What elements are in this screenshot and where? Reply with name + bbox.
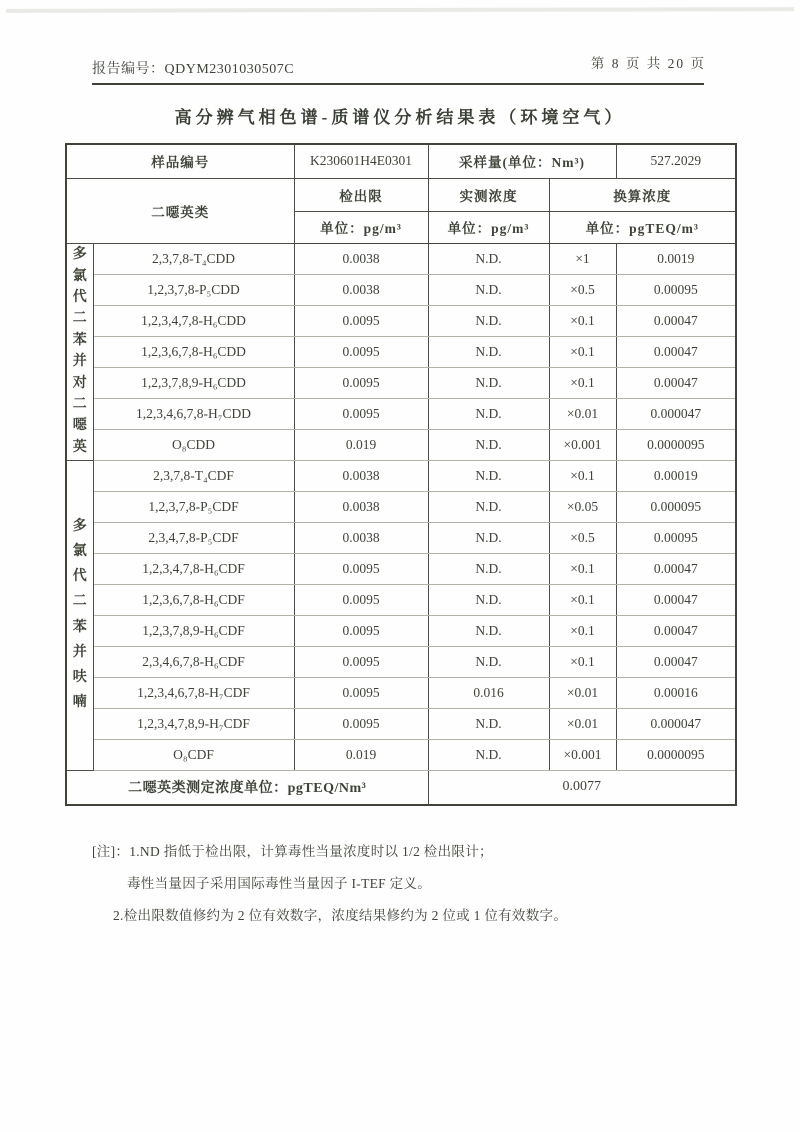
table-row	[66, 243, 736, 274]
footnote-line: 2.检出限数值修约为 2 位有效数字，浓度结果修约为 2 位或 1 位有效数字。	[113, 908, 568, 923]
cell-converted-concentration: 0.00047	[616, 367, 736, 398]
table-row	[66, 584, 736, 615]
analyte-header-cell: 二噁英类	[66, 178, 294, 243]
table-row	[66, 522, 736, 553]
cell-converted-concentration: 0.00047	[616, 584, 736, 615]
report-header	[92, 52, 706, 78]
cell-converted-concentration: 0.0019	[616, 243, 736, 274]
cell-measured-concentration: N.D.	[428, 460, 549, 491]
table-row	[66, 398, 736, 429]
cell-detection-limit: 0.0095	[294, 615, 428, 646]
column-header-row	[66, 178, 736, 211]
cell-measured-concentration: N.D.	[428, 522, 549, 553]
converted-unit-cell: 单位：pgTEQ/m³	[549, 211, 736, 243]
cell-tef-factor: ×0.01	[549, 708, 616, 739]
cell-measured-concentration: N.D.	[428, 336, 549, 367]
cell-converted-concentration: 0.00095	[616, 522, 736, 553]
footnotes	[92, 836, 712, 932]
cell-measured-concentration: N.D.	[428, 305, 549, 336]
group-label: 多 氯 代 二 苯 并 对 二 噁 英	[66, 243, 93, 460]
cell-congener-name: 2,3,4,6,7,8-H₆CDF	[93, 646, 294, 677]
report-number-label: 报告编号：	[92, 62, 165, 77]
cell-detection-limit: 0.019	[294, 429, 428, 460]
cell-measured-concentration: 0.016	[428, 677, 549, 708]
cell-detection-limit: 0.019	[294, 739, 428, 770]
table-row	[66, 677, 736, 708]
cell-converted-concentration: 0.00019	[616, 460, 736, 491]
cell-detection-limit: 0.0095	[294, 367, 428, 398]
cell-detection-limit: 0.0095	[294, 708, 428, 739]
table-row	[66, 460, 736, 491]
cell-converted-concentration: 0.0000095	[616, 739, 736, 770]
cell-congener-name: 1,2,3,6,7,8-H₆CDF	[93, 584, 294, 615]
summary-label-cell: 二噁英类测定浓度单位：pgTEQ/Nm³	[66, 770, 428, 805]
sample-info-row	[66, 144, 736, 178]
cell-detection-limit: 0.0095	[294, 584, 428, 615]
cell-converted-concentration: 0.00095	[616, 274, 736, 305]
footnote-line: [注]：1.ND 指低于检出限，计算毒性当量浓度时以 1/2 检出限计；	[92, 844, 493, 859]
group-label: 多 氯 代 二 苯 并 呋 喃	[66, 460, 93, 770]
cell-measured-concentration: N.D.	[428, 398, 549, 429]
cell-detection-limit: 0.0095	[294, 305, 428, 336]
cell-tef-factor: ×0.01	[549, 398, 616, 429]
cell-detection-limit: 0.0038	[294, 491, 428, 522]
cell-detection-limit: 0.0095	[294, 553, 428, 584]
cell-congener-name: 1,2,3,4,7,8-H₆CDD	[93, 305, 294, 336]
cell-detection-limit: 0.0095	[294, 336, 428, 367]
cell-congener-name: 1,2,3,6,7,8-H₆CDD	[93, 336, 294, 367]
cell-tef-factor: ×0.1	[549, 584, 616, 615]
footnote-line: 毒性当量因子采用国际毒性当量因子 I-TEF 定义。	[127, 876, 432, 891]
cell-converted-concentration: 0.00047	[616, 553, 736, 584]
table-row	[66, 274, 736, 305]
table-row	[66, 553, 736, 584]
sample-volume-value-cell: 527.2029	[616, 144, 736, 178]
header-divider	[92, 83, 704, 85]
cell-detection-limit: 0.0038	[294, 522, 428, 553]
cell-detection-limit: 0.0095	[294, 677, 428, 708]
cell-tef-factor: ×0.01	[549, 677, 616, 708]
cell-tef-factor: ×0.05	[549, 491, 616, 522]
cell-measured-concentration: N.D.	[428, 584, 549, 615]
table-row	[66, 429, 736, 460]
table-row	[66, 646, 736, 677]
cell-measured-concentration: N.D.	[428, 274, 549, 305]
cell-detection-limit: 0.0095	[294, 398, 428, 429]
cell-congener-name: 1,2,3,7,8-P₅CDF	[93, 491, 294, 522]
cell-measured-concentration: N.D.	[428, 429, 549, 460]
scan-artifact	[6, 7, 794, 13]
cell-congener-name: 1,2,3,7,8,9-H₆CDD	[93, 367, 294, 398]
cell-measured-concentration: N.D.	[428, 739, 549, 770]
summary-value-cell: 0.0077	[428, 770, 736, 805]
cell-congener-name: 1,2,3,4,7,8,9-H₇CDF	[93, 708, 294, 739]
cell-tef-factor: ×0.001	[549, 739, 616, 770]
sample-id-value-cell: K230601H4E0301	[294, 144, 428, 178]
cell-detection-limit: 0.0038	[294, 274, 428, 305]
table-row	[66, 491, 736, 522]
page-number-info: 第 8 页 共 20 页	[590, 56, 706, 71]
cell-measured-concentration: N.D.	[428, 243, 549, 274]
cell-converted-concentration: 0.00016	[616, 677, 736, 708]
cell-measured-concentration: N.D.	[428, 646, 549, 677]
table-row	[66, 615, 736, 646]
cell-detection-limit: 0.0038	[294, 243, 428, 274]
cell-converted-concentration: 0.000047	[616, 708, 736, 739]
cell-congener-name: 1,2,3,4,7,8-H₆CDF	[93, 553, 294, 584]
cell-converted-concentration: 0.00047	[616, 336, 736, 367]
cell-converted-concentration: 0.000047	[616, 398, 736, 429]
cell-measured-concentration: N.D.	[428, 553, 549, 584]
cell-detection-limit: 0.0095	[294, 646, 428, 677]
report-number-value: QDYM2301030507C	[164, 62, 295, 77]
cell-tef-factor: ×0.1	[549, 460, 616, 491]
sample-volume-label-cell: 采样量(单位：Nm³)	[428, 144, 616, 178]
table-row	[66, 336, 736, 367]
cell-tef-factor: ×0.1	[549, 553, 616, 584]
cell-congener-name: O₈CDD	[93, 429, 294, 460]
sample-id-label-cell: 样品编号	[66, 144, 294, 178]
cell-congener-name: 2,3,4,7,8-P₅CDF	[93, 522, 294, 553]
cell-congener-name: 2,3,7,8-T₄CDF	[93, 460, 294, 491]
table-row	[66, 739, 736, 770]
cell-tef-factor: ×0.1	[549, 367, 616, 398]
cell-measured-concentration: N.D.	[428, 491, 549, 522]
cell-congener-name: 1,2,3,7,8,9-H₆CDF	[93, 615, 294, 646]
cell-converted-concentration: 0.00047	[616, 305, 736, 336]
cell-measured-concentration: N.D.	[428, 615, 549, 646]
cell-measured-concentration: N.D.	[428, 367, 549, 398]
cell-tef-factor: ×1	[549, 243, 616, 274]
cell-congener-name: 1,2,3,4,6,7,8-H₇CDF	[93, 677, 294, 708]
table-row	[66, 367, 736, 398]
document-title: 高分辨气相色谱-质谱仪分析结果表（环境空气）	[174, 108, 626, 127]
cell-measured-concentration: N.D.	[428, 708, 549, 739]
cell-tef-factor: ×0.5	[549, 274, 616, 305]
cell-tef-factor: ×0.1	[549, 305, 616, 336]
cell-tef-factor: ×0.1	[549, 615, 616, 646]
measured-header-cell: 实测浓度	[428, 178, 549, 211]
cell-tef-factor: ×0.1	[549, 336, 616, 367]
analysis-result-table	[65, 143, 737, 806]
summary-row	[66, 770, 736, 805]
cell-tef-factor: ×0.001	[549, 429, 616, 460]
cell-converted-concentration: 0.0000095	[616, 429, 736, 460]
cell-tef-factor: ×0.5	[549, 522, 616, 553]
detection-limit-header-cell: 检出限	[294, 178, 428, 211]
cell-congener-name: 1,2,3,7,8-P₅CDD	[93, 274, 294, 305]
cell-congener-name: 2,3,7,8-T₄CDD	[93, 243, 294, 274]
cell-detection-limit: 0.0038	[294, 460, 428, 491]
cell-converted-concentration: 0.00047	[616, 615, 736, 646]
cell-converted-concentration: 0.00047	[616, 646, 736, 677]
cell-tef-factor: ×0.1	[549, 646, 616, 677]
table-row	[66, 305, 736, 336]
measured-unit-cell: 单位：pg/m³	[428, 211, 549, 243]
cell-converted-concentration: 0.000095	[616, 491, 736, 522]
cell-congener-name: 1,2,3,4,6,7,8-H₇CDD	[93, 398, 294, 429]
detection-limit-unit-cell: 单位：pg/m³	[294, 211, 428, 243]
report-number	[92, 58, 294, 78]
converted-header-cell: 换算浓度	[549, 178, 736, 211]
cell-congener-name: O₈CDF	[93, 739, 294, 770]
table-row	[66, 708, 736, 739]
